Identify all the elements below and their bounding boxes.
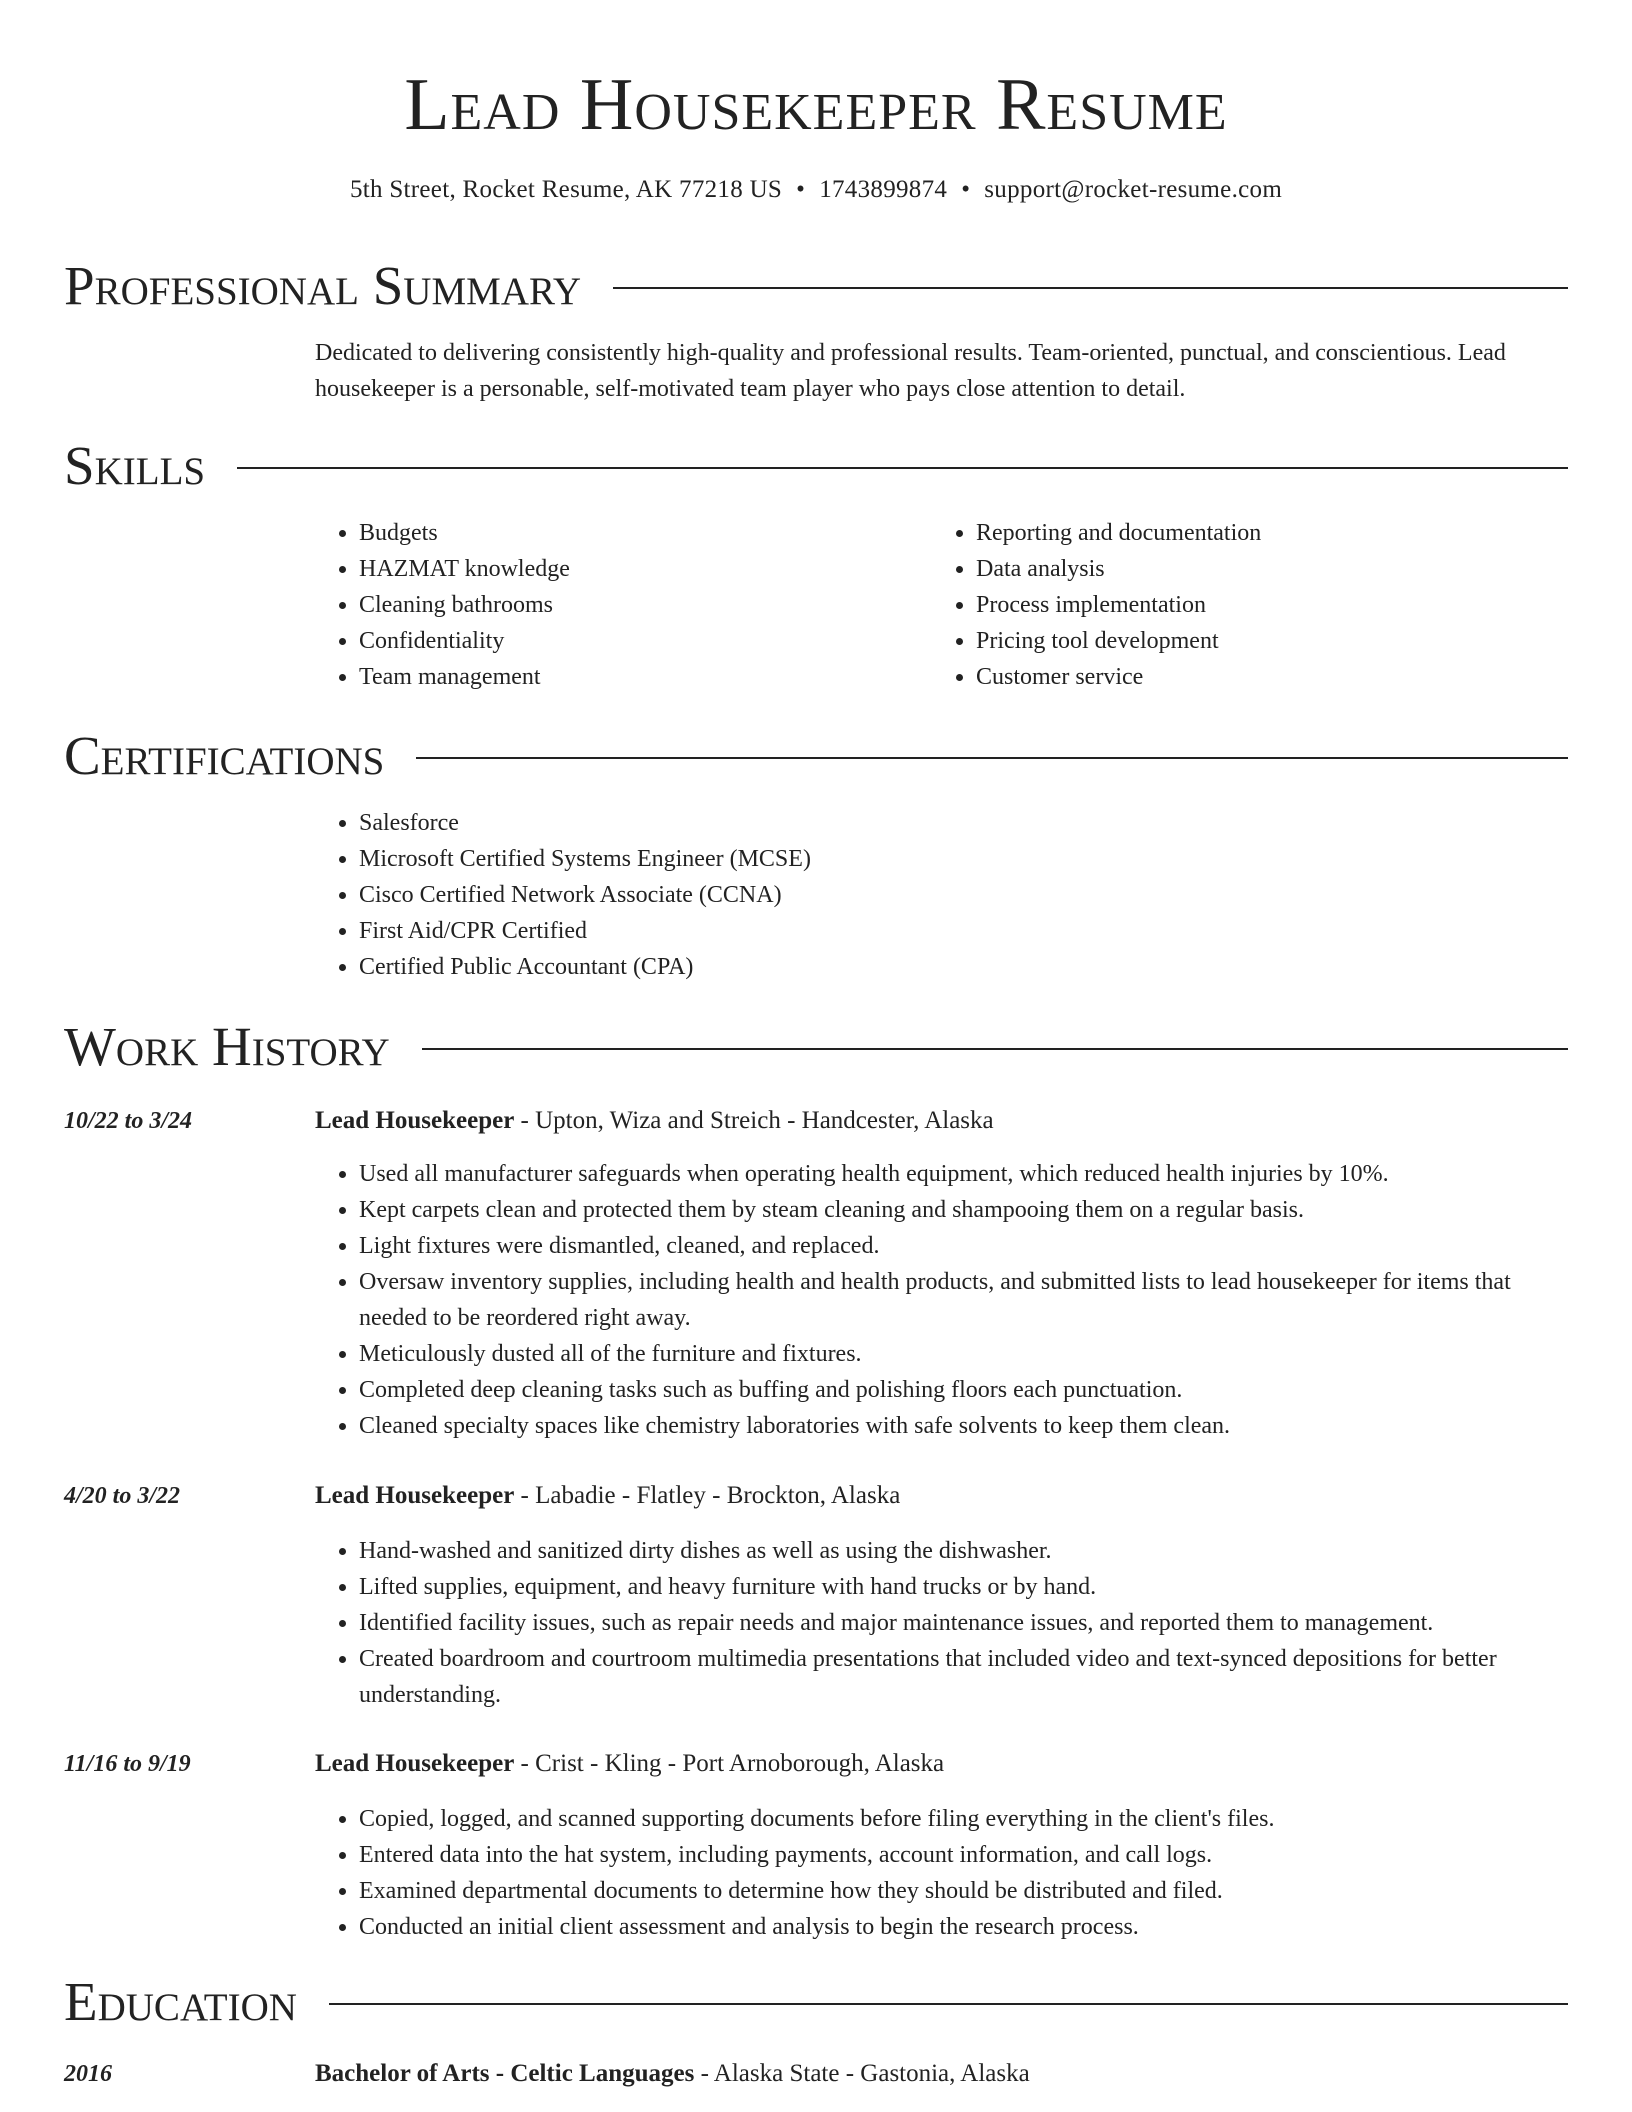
job-dates: 4/20 to 3/22: [64, 1483, 181, 1509]
contact-email: support@rocket-resume.com: [984, 176, 1283, 203]
job-duty-item: • Kept carpets clean and protected them by steam cleaning and shampooing them on a regular basis.: [359, 1192, 1568, 1228]
job-title: Lead Housekeeper: [315, 1750, 515, 1777]
skills-column-left: [315, 515, 932, 695]
section-divider: [329, 2003, 1568, 2005]
summary-text: Dedicated to delivering consistently high-quality and professional results. Team-oriented, punctual, and conscientious. Lead housekeeper is a personable, self-motivated team player who pays close attention to detail.: [315, 340, 1506, 402]
contact-address: 5th Street, Rocket Resume, AK 77218 US: [349, 176, 783, 203]
contact-separator: •: [796, 176, 806, 203]
education-school: - Alaska State - Gastonia, Alaska: [694, 2060, 1030, 2087]
job-duty-item: • Hand-washed and sanitized dirty dishes as well as using the dishwasher.: [359, 1533, 1568, 1569]
section-title: Professional Summary: [64, 255, 582, 316]
job-duty-item: • Used all manufacturer safeguards when operating health equipment, which reduced health injuries by 10%.: [359, 1156, 1568, 1192]
education-heading: [315, 2056, 1568, 2092]
job-duty-item: • Identified facility issues, such as repair needs and major maintenance issues, and reported them to management.: [359, 1605, 1568, 1641]
job-dates: 11/16 to 9/19: [64, 1751, 191, 1777]
skill-item: • Cleaning bathrooms: [359, 587, 932, 623]
contact-phone: 1743899874: [819, 176, 948, 203]
summary-block: [315, 335, 1568, 407]
job-duties: [315, 1156, 1568, 1444]
job-duty-item: • Created boardroom and courtroom multimedia presentations that included video and text-synced depositions for better understanding.: [359, 1641, 1568, 1713]
job-duty-item: • Lifted supplies, equipment, and heavy furniture with hand trucks or by hand.: [359, 1569, 1568, 1605]
section-header-certifications: [64, 724, 1568, 788]
job-duty-item: • Conducted an initial client assessment and analysis to begin the research process.: [359, 1909, 1568, 1945]
job-duty-item: • Meticulously dusted all of the furniture and fixtures.: [359, 1336, 1568, 1372]
certification-item: • Cisco Certified Network Associate (CCNA): [359, 877, 1568, 913]
contact-separator: •: [961, 176, 971, 203]
certification-item: • Certified Public Accountant (CPA): [359, 949, 1568, 985]
contact-line: [64, 172, 1568, 208]
job-heading: [315, 1478, 1568, 1514]
section-title: Certifications: [64, 725, 385, 786]
skill-item: • Pricing tool development: [976, 623, 1549, 659]
certification-item: • First Aid/CPR Certified: [359, 913, 1568, 949]
skills-list: [315, 515, 1568, 695]
certification-item: • Microsoft Certified Systems Engineer (MCSE): [359, 841, 1568, 877]
job-heading: [315, 1103, 1568, 1139]
job-duties: [315, 1801, 1568, 1945]
job-title: Lead Housekeeper: [315, 1107, 515, 1134]
job-duties: [315, 1533, 1568, 1713]
section-title: Work History: [64, 1016, 390, 1077]
skill-item: • HAZMAT knowledge: [359, 551, 932, 587]
skill-item: • Reporting and documentation: [976, 515, 1549, 551]
skill-item: • Confidentiality: [359, 623, 932, 659]
skill-item: • Process implementation: [976, 587, 1549, 623]
skill-item: • Budgets: [359, 515, 932, 551]
job-dates: 10/22 to 3/24: [64, 1108, 193, 1134]
job-duty-item: • Oversaw inventory supplies, including health and health products, and submitted lists to lead housekeeper for items that needed to be reordered right away.: [359, 1264, 1568, 1336]
job-title: Lead Housekeeper: [315, 1482, 515, 1509]
skills-column-right: [932, 515, 1549, 695]
job-duty-item: • Cleaned specialty spaces like chemistry laboratories with safe solvents to keep them clean.: [359, 1408, 1568, 1444]
job-employer: - Crist - Kling - Port Arnoborough, Alaska: [514, 1750, 945, 1777]
section-divider: [613, 287, 1568, 289]
skill-item: • Customer service: [976, 659, 1549, 695]
section-header-work-history: [64, 1015, 1568, 1079]
skill-item: • Team management: [359, 659, 932, 695]
resume-title: Lead Housekeeper Resume: [404, 64, 1228, 146]
section-divider: [422, 1048, 1568, 1050]
section-title: Education: [64, 1971, 297, 2032]
section-header-summary: [64, 254, 1568, 318]
job-duty-item: • Copied, logged, and scanned supporting documents before filing everything in the client's files.: [359, 1801, 1568, 1837]
education-year: 2016: [64, 2061, 112, 2087]
job-heading: [315, 1746, 1568, 1782]
section-header-education: [64, 1970, 1568, 2034]
section-title: Skills: [64, 435, 206, 496]
section-divider: [237, 467, 1568, 469]
job-duty-item: • Light fixtures were dismantled, cleaned, and replaced.: [359, 1228, 1568, 1264]
job-duty-item: • Examined departmental documents to determine how they should be distributed and filed.: [359, 1873, 1568, 1909]
skill-item: • Data analysis: [976, 551, 1549, 587]
job-duty-item: • Entered data into the hat system, including payments, account information, and call logs.: [359, 1837, 1568, 1873]
section-header-skills: [64, 434, 1568, 498]
job-duty-item: • Completed deep cleaning tasks such as buffing and polishing floors each punctuation.: [359, 1372, 1568, 1408]
job-employer: - Upton, Wiza and Streich - Handcester, Alaska: [514, 1107, 994, 1134]
job-employer: - Labadie - Flatley - Brockton, Alaska: [514, 1482, 901, 1509]
certification-item: • Salesforce: [359, 805, 1568, 841]
section-divider: [416, 757, 1568, 759]
education-degree: Bachelor of Arts - Celtic Languages: [315, 2060, 695, 2087]
certifications-list: [315, 805, 1568, 985]
